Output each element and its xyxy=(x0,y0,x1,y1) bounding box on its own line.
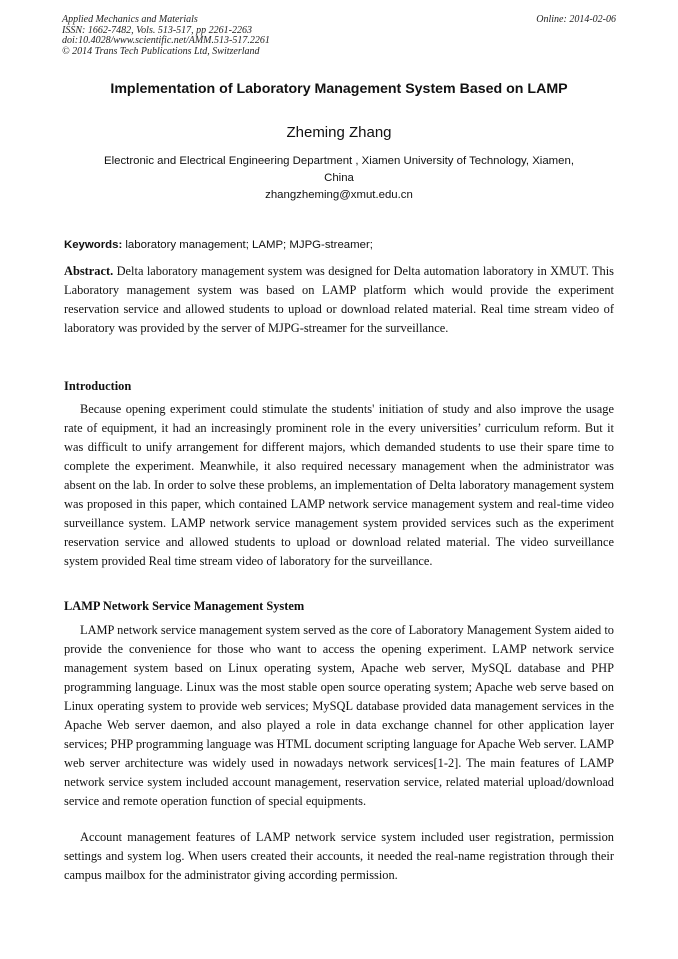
author-email: zhangzheming@xmut.edu.cn xyxy=(265,189,413,201)
abstract-label: Abstract. xyxy=(64,264,114,278)
copyright-line: © 2014 Trans Tech Publications Ltd, Switzerland xyxy=(62,45,260,57)
section-heading-introduction: Introduction xyxy=(64,379,132,393)
journal-header xyxy=(62,15,482,57)
abstract xyxy=(64,262,614,338)
section-heading-lamp: LAMP Network Service Management System xyxy=(64,599,305,613)
doi-line: doi:10.4028/www.scientific.net/AMM.513-517.2261 xyxy=(62,35,270,46)
lamp-paragraph-2: Account management features of LAMP network service system included user registration, permission settings and system log. When users created their accounts, it needed the real-name registration through their campus mailbox for the administrator giving according permission. xyxy=(64,830,614,882)
keywords-label: Keywords: xyxy=(64,239,123,251)
author-name: Zheming Zhang xyxy=(286,124,392,141)
keywords-text: laboratory management; LAMP; MJPG-streamer; xyxy=(125,239,373,251)
affiliation-line-2: China xyxy=(324,172,354,184)
affiliation xyxy=(64,153,614,204)
lamp-paragraph-1: LAMP network service management system served as the core of Laboratory Management System aided to provide the convenience for those who want to access the opening experiment. LAMP network service management system based on Linux operating system, Apache web server, MySQL database and PHP programming language. Linux was the most stable open source operating system; Apache web serve based on Linux operating system to provide web services; MySQL database provided data management services in the Apache Web server daemon, and also played a role in data exchange channel for other application layer services; PHP programming language was HTML document scripting language for Apache Web server. LAMP web server architecture was widely used in nowadays network services[1-2]. The main features of LAMP network service system included account management, reservation service, related material upload/download service and remote operation function of special equipments. xyxy=(64,623,614,808)
affiliation-line-1: Electronic and Electrical Engineering Department , Xiamen University of Technology, Xiamen, xyxy=(104,155,574,167)
online-date: Online: 2014-02-06 xyxy=(536,14,616,25)
issn-line: ISSN: 1662-7482, Vols. 513-517, pp 2261-2263 xyxy=(62,24,252,36)
abstract-text: Delta laboratory management system was designed for Delta automation laboratory in XMUT. This Laboratory management system was based on LAMP platform which would provide the experiment reservation service and allowed students to upload or download related material. Real time stream video of laboratory was provided by the server of MJPG-streamer for the surveillance. xyxy=(64,264,614,335)
journal-name: Applied Mechanics and Materials xyxy=(62,14,198,25)
keywords xyxy=(64,238,614,253)
paper-title: Implementation of Laboratory Management System Based on LAMP xyxy=(110,81,568,97)
introduction-paragraph: Because opening experiment could stimulate the students' initiation of study and also improve the usage rate of equipment, it had an increasingly prominent role in the every universities’ curriculum reform. But it was difficult to unify arrangement for different majors, which demanded students to use their spare time to complete the experiment. Meanwhile, it also required necessary management when the administrator was absent on the lab. In order to solve these problems, an implementation of Delta laboratory management system was proposed in this paper, which contained LAMP network service management system and real-time video surveillance system. LAMP network service management system provided services such as the experiment reservation service and allowed students to upload or download related material. The video surveillance system provided Real time stream video of laboratory for the surveillance. xyxy=(64,402,614,568)
